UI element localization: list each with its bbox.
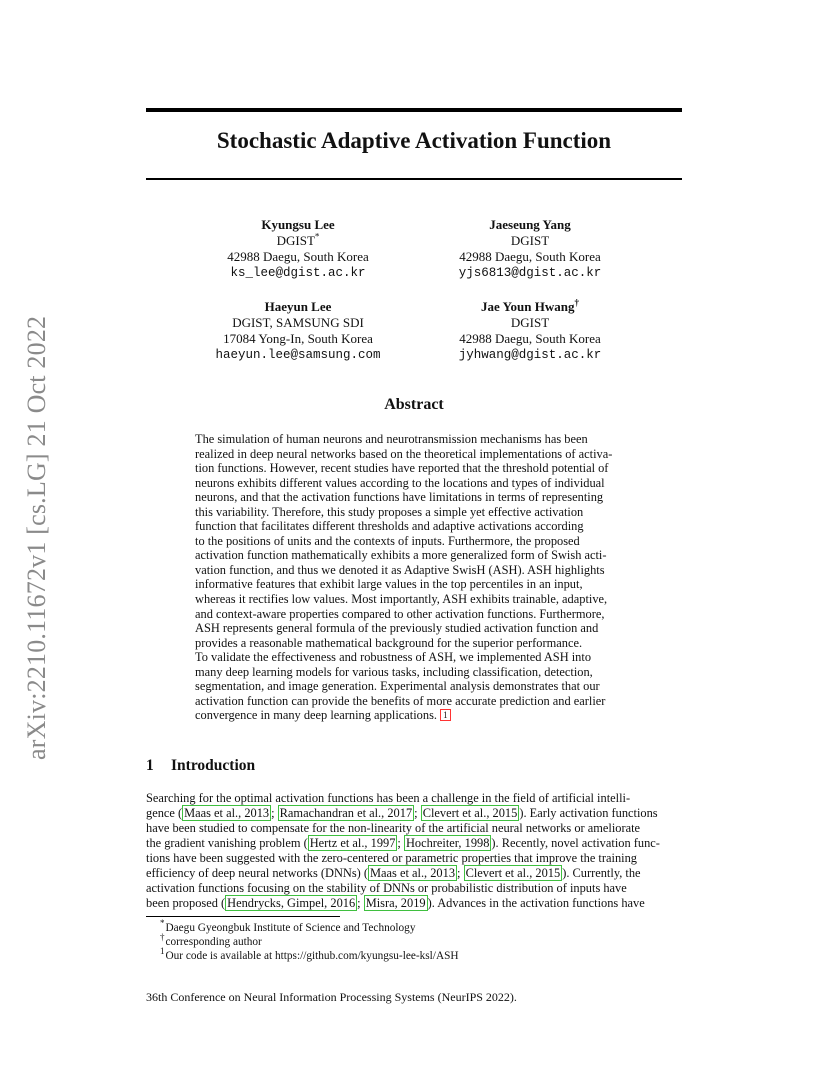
abstract-line: activation function can provide the benefits of more accurate prediction and earlier <box>195 693 606 708</box>
author-email[interactable]: ks_lee@dgist.ac.kr <box>230 266 366 280</box>
paragraph-line: the gradient vanishing problem ( Hertz et al., 1997 ; Hochreiter, 1998 ). Recently, novel activation func- <box>146 836 660 850</box>
section-heading <box>146 757 255 775</box>
author-block-1 <box>178 217 418 281</box>
footnote-mark: † <box>160 932 165 943</box>
author-email[interactable]: jyhwang@dgist.ac.kr <box>458 348 602 362</box>
footnote-3: $^1$Our code is available at https://github.com/kyungsu-lee-ksl/ASH <box>160 946 459 962</box>
author-address: 42988 Daegu, South Korea <box>459 331 601 346</box>
author-address: 17084 Yong-In, South Korea <box>223 331 373 346</box>
abstract-line: this variability. Therefore, this study proposes a simple yet effective activation <box>195 504 584 519</box>
author-footnote-mark: † <box>574 297 579 308</box>
abstract-line: segmentation, and image generation. Experimental analysis demonstrates that our <box>195 679 600 694</box>
paragraph-line: Searching for the optimal activation functions has been a challenge in the field of artificial intelli- <box>146 791 631 805</box>
author-footnote-mark: * <box>314 231 320 242</box>
citation-link[interactable]: Hochreiter, 1998 <box>405 836 490 850</box>
abstract-line: whereas it rectifies low values. Most importantly, ASH exhibits trainable, adaptive, <box>195 592 608 607</box>
paragraph-line: have been studied to compensate for the non-linearity of the artificial neural networks or ameliorate <box>146 821 641 835</box>
abstract-line: neurons exhibits different values according to the locations and types of individual <box>195 475 605 490</box>
footnote-mark: * <box>160 918 165 929</box>
abstract-line: convergence in many deep learning applications. $^1$ <box>195 708 635 723</box>
footnote-2: †corresponding author <box>160 932 262 948</box>
section-number: 1 <box>146 757 154 774</box>
citation-link[interactable]: Hendrycks, Gimpel, 2016 <box>227 896 356 910</box>
abstract-line: function that facilitates different thresholds and adaptive activations according <box>195 519 584 534</box>
citation-link[interactable]: Misra, 2019 <box>365 896 426 910</box>
author-name: Jae Youn Hwang† <box>481 297 579 314</box>
abstract-line: many deep learning models for various tasks, including classification, detection, <box>195 664 593 679</box>
author-email[interactable]: yjs6813@dgist.ac.kr <box>458 266 602 280</box>
citation-link[interactable]: Ramachandran et al., 2017 <box>279 806 413 820</box>
author-name: Kyungsu Lee <box>261 217 335 232</box>
abstract-line: activation function mathematically exhibits a more generalized form of Swish acti- <box>195 548 607 563</box>
author-affiliation: DGIST, SAMSUNG SDI <box>232 315 364 330</box>
author-block-4 <box>410 299 650 363</box>
author-name: Haeyun Lee <box>264 299 332 314</box>
abstract-line: To validate the effectiveness and robustness of ASH, we implemented ASH into <box>195 650 592 665</box>
abstract-line: to the positions of units and the contexts of inputs. Furthermore, the proposed <box>195 533 580 548</box>
abstract-line: ASH represents general formula of the previously studied activation function and <box>195 621 599 636</box>
abstract-body <box>195 432 635 723</box>
author-affiliation: DGIST <box>510 233 550 248</box>
footnote-link[interactable]: 1 <box>440 709 451 721</box>
title-bottom-rule <box>146 178 682 180</box>
author-address: 42988 Daegu, South Korea <box>459 249 601 264</box>
arxiv-identifier: arXiv:2210.11672v1 [cs.LG] 21 Oct 2022 <box>22 315 51 760</box>
conference-venue: 36th Conference on Neural Information Processing Systems (NeurIPS 2022). <box>146 990 517 1004</box>
citation-link[interactable]: Maas et al., 2013 <box>370 866 456 880</box>
author-email[interactable]: haeyun.lee@samsung.com <box>215 348 381 362</box>
footnote-1: *Daegu Gyeongbuk Institute of Science and Technology <box>160 918 416 934</box>
abstract-line: realized in deep neural networks based on the theoretical implementations of activa- <box>195 446 613 461</box>
citation-link[interactable]: Clevert et al., 2015 <box>465 866 561 880</box>
abstract-heading: Abstract <box>384 396 444 413</box>
section-title: Introduction <box>171 757 256 774</box>
abstract-line: vation function, and thus we denoted it as Adaptive SwisH (ASH). ASH highlights <box>195 562 605 577</box>
paragraph-line: efficiency of deep neural networks (DNNs) ( Maas et al., 2013 ; Clevert et al., 2015 ). Currently, the <box>146 866 641 880</box>
abstract-line: and context-aware properties compared to other activation functions. Furthermore, <box>195 606 605 621</box>
abstract-line: informative features that exhibit large values in the top percentiles in an input, <box>195 577 583 592</box>
citation-link[interactable]: Hertz et al., 1997 <box>309 836 396 850</box>
footnote-mark: 1 <box>160 946 165 957</box>
citation-link[interactable]: Clevert et al., 2015 <box>422 806 518 820</box>
paragraph-line: tions have been suggested with the zero-centered or parametric properties that improve the training <box>146 851 637 865</box>
paper-title: Stochastic Adaptive Activation Function <box>216 128 612 153</box>
author-block-3 <box>178 299 418 363</box>
author-block-2 <box>410 217 650 281</box>
abstract-line: provides a reasonable mathematical background for the superior performance. <box>195 635 583 650</box>
citation-link[interactable]: Maas et al., 2013 <box>184 806 270 820</box>
abstract-line: The simulation of human neurons and neurotransmission mechanisms has been <box>195 432 588 446</box>
introduction-paragraph <box>146 791 682 911</box>
paragraph-line: activation functions focusing on the stability of DNNs or probabilistic distribution of inputs have <box>146 881 627 895</box>
paragraph-line: gence ( Maas et al., 2013 ; Ramachandran et al., 2017 ; Clevert et al., 2015 ). Early activation functions <box>146 806 658 820</box>
author-affiliation: DGIST* <box>276 231 320 248</box>
author-name: Jaeseung Yang <box>489 217 571 232</box>
author-address: 42988 Daegu, South Korea <box>227 249 369 264</box>
title-top-rule <box>146 108 682 112</box>
author-affiliation: DGIST <box>510 315 550 330</box>
paragraph-line: been proposed ( Hendrycks, Gimpel, 2016 ; Misra, 2019 ). Advances in the activation functions have <box>146 896 645 910</box>
footnote-divider <box>146 916 340 917</box>
abstract-line: tion functions. However, recent studies have reported that the threshold potential of <box>195 461 609 476</box>
abstract-line: neurons, and that the activation functions have limitations in terms of representing <box>195 490 604 505</box>
